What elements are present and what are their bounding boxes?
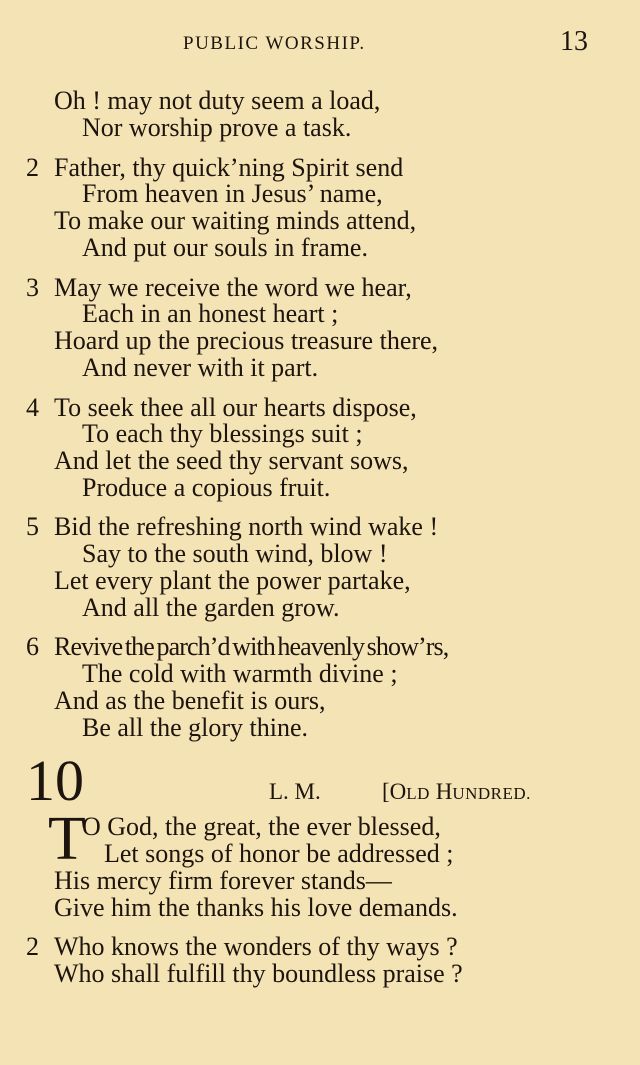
verse-line: O God, the great, the ever blessed,: [82, 812, 441, 841]
verse-number: 2: [26, 932, 39, 961]
drop-cap: T: [48, 805, 86, 873]
verse-line: And let the seed thy servant sows,: [54, 446, 409, 475]
verse-line: And all the garden grow.: [82, 593, 340, 622]
verse-line: To make our waiting minds attend,: [54, 206, 417, 235]
verse-line: Each in an honest heart ;: [82, 299, 339, 328]
verse-line: The cold with warmth divine ;: [82, 659, 398, 688]
verse-line: And put our souls in frame.: [82, 233, 368, 262]
verse-line: Say to the south wind, blow !: [82, 539, 388, 568]
page-number: 13: [560, 26, 588, 57]
verse-line: Oh ! may not duty seem a load,: [54, 86, 381, 115]
verse-line: To each thy blessings suit ;: [82, 419, 363, 448]
verse-number: 6: [26, 632, 39, 661]
meter-label: L. M.: [269, 779, 321, 804]
verse-line: Who knows the wonders of thy ways ?: [54, 932, 458, 961]
verse-line: Revive the parch’d with heavenly show’rs,: [54, 632, 449, 661]
verse-line: May we receive the word we hear,: [54, 273, 412, 302]
verse-line: From heaven in Jesus’ name,: [82, 179, 383, 208]
verse-line: Who shall fulfill thy boundless praise ?: [54, 959, 463, 988]
verse-line: Give him the thanks his love demands.: [54, 893, 458, 922]
verse-line: To seek thee all our hearts dispose,: [54, 393, 417, 422]
verse-line: Hoard up the precious treasure there,: [54, 326, 439, 355]
verse-line: Be all the glory thine.: [82, 713, 309, 742]
tune-smallcaps: LD: [406, 784, 430, 803]
verse-number: 5: [26, 512, 39, 541]
verse-line: And never with it part.: [82, 353, 319, 382]
verse-number: 4: [26, 393, 39, 422]
running-head: PUBLIC WORSHIP.: [183, 33, 366, 54]
tune-name: [382, 780, 531, 803]
verse-number: 2: [26, 153, 39, 182]
hymn-number: 10: [26, 748, 84, 813]
verse-line: Bid the refreshing north wind wake !: [54, 512, 439, 541]
verse-line: Nor worship prove a task.: [82, 113, 352, 142]
tune-smallcaps: UNDRED.: [452, 784, 531, 803]
verse-line: Let songs of honor be addressed ;: [104, 839, 454, 868]
verse-line: Produce a copious fruit.: [82, 473, 331, 502]
tune-bracket: [: [382, 779, 390, 804]
verse-line: And as the benefit is ours,: [54, 686, 326, 715]
verse-number: 3: [26, 273, 39, 302]
tune-initial: O: [389, 779, 407, 804]
verse-line: Father, thy quick’ning Spirit send: [54, 153, 404, 182]
verse-line: Let every plant the power partake,: [54, 566, 411, 595]
verse-line: His mercy firm forever stands—: [54, 866, 392, 895]
tune-initial: H: [435, 779, 453, 804]
